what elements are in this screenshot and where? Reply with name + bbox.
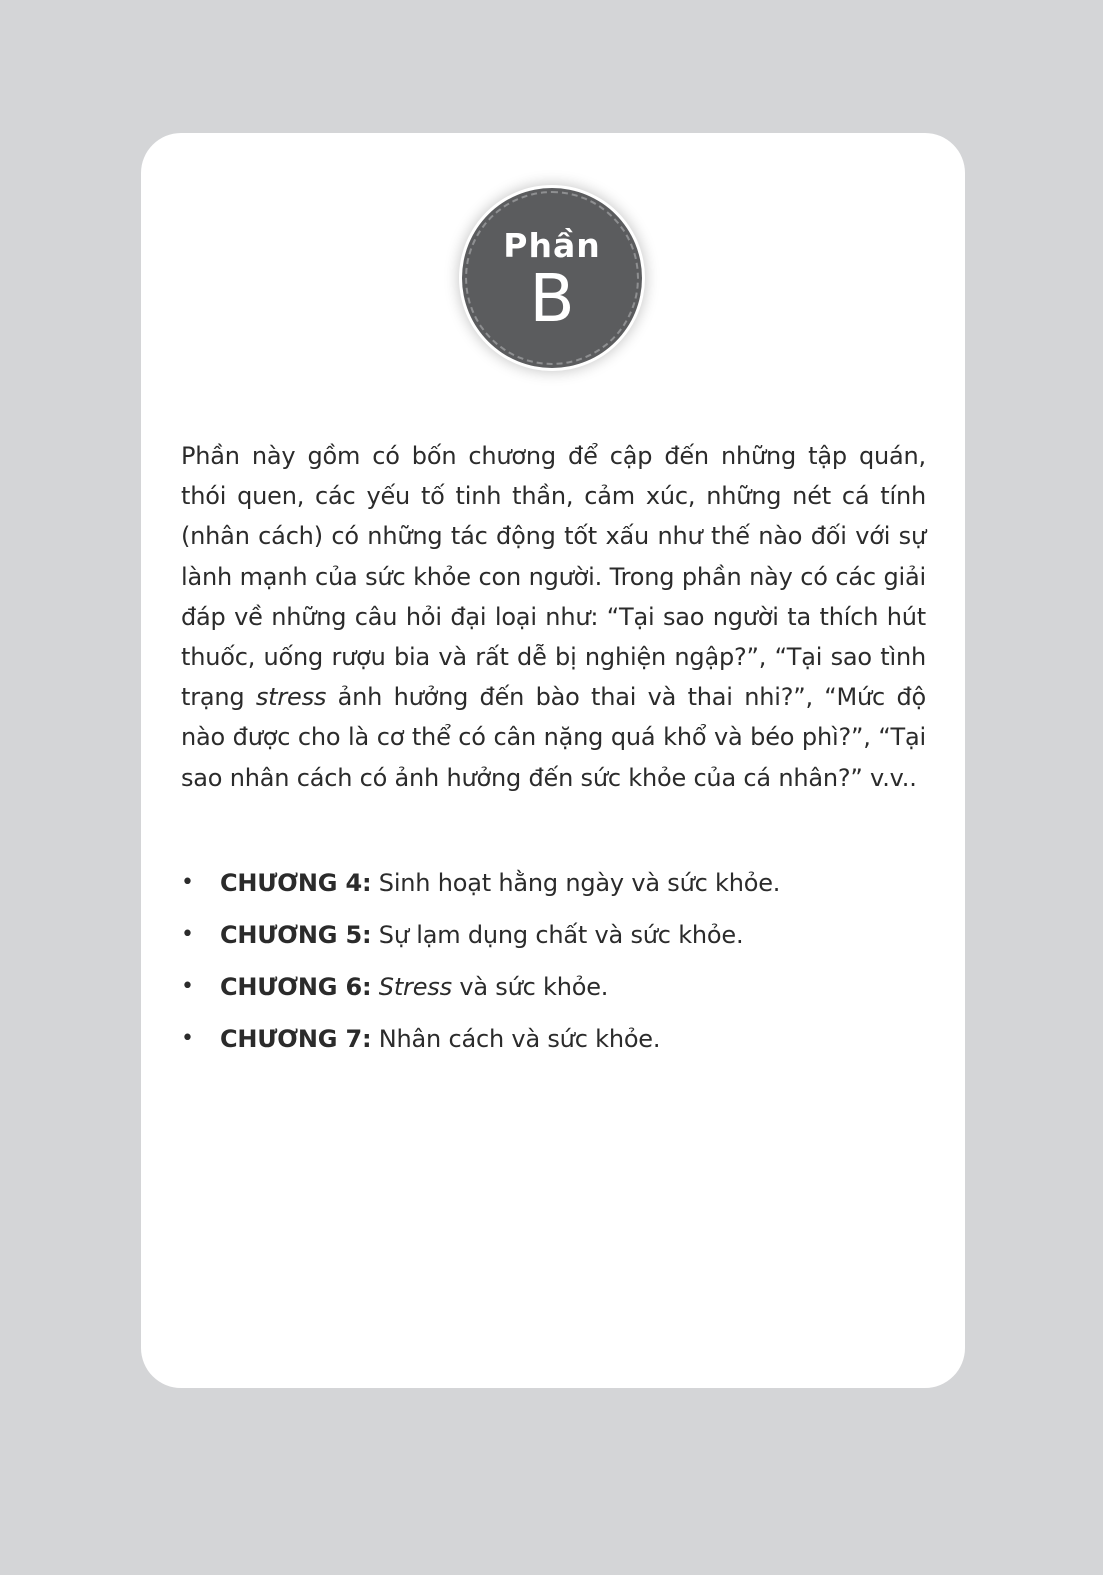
chapter-item bbox=[181, 1024, 926, 1076]
chapter-item bbox=[181, 920, 926, 972]
chapter-list bbox=[181, 868, 926, 1076]
chapter-title: Sinh hoạt hằng ngày và sức khỏe. bbox=[371, 869, 781, 897]
part-badge bbox=[462, 188, 642, 368]
chapter-label: CHƯƠNG 6: bbox=[220, 973, 372, 1001]
bullet-icon: • bbox=[181, 870, 194, 895]
chapter-title: Nhân cách và sức khỏe. bbox=[371, 1025, 661, 1053]
chapter-item bbox=[181, 972, 926, 1024]
chapter-label: CHƯƠNG 4: bbox=[220, 869, 372, 897]
part-badge-letter: B bbox=[529, 260, 575, 337]
intro-text-start: Phần này gồm có bốn chương để cập đến những tập quán, thói quen, các yếu tố tinh thần, cảm xúc, những nét cá tính (nhân cách) có những tác động tốt xấu như thế nào đối với sự lành mạnh của sức khỏe con người. Trong phần này có các giải đáp về những câu hỏi đại loại như: “Tại sao người ta thích hút thuốc, uống rượu bia và rất dễ bị nghiện ngập?”, “Tại sao tình trạng bbox=[181, 442, 926, 712]
chapter-item bbox=[181, 868, 926, 920]
chapter-italic-term: Stress bbox=[378, 973, 452, 1001]
chapter-label: CHƯƠNG 7: bbox=[220, 1025, 372, 1053]
bullet-icon: • bbox=[181, 922, 194, 947]
bullet-icon: • bbox=[181, 1026, 194, 1051]
intro-paragraph bbox=[181, 436, 926, 798]
content-card bbox=[141, 133, 965, 1388]
intro-italic-term: stress bbox=[255, 683, 327, 712]
intro-text-end: ảnh hưởng đến bào thai và thai nhi?”, “Mức độ nào được cho là cơ thể có cân nặng quá khổ và béo phì?”, “Tại sao nhân cách có ảnh hưởng đến sức khỏe của cá nhân?” v.v.. bbox=[181, 683, 926, 792]
chapter-title: Sự lạm dụng chất và sức khỏe. bbox=[371, 921, 744, 949]
chapter-title: và sức khỏe. bbox=[451, 973, 609, 1001]
bullet-icon: • bbox=[181, 974, 194, 999]
chapter-label: CHƯƠNG 5: bbox=[220, 921, 372, 949]
part-badge-word: Phần bbox=[503, 226, 601, 265]
